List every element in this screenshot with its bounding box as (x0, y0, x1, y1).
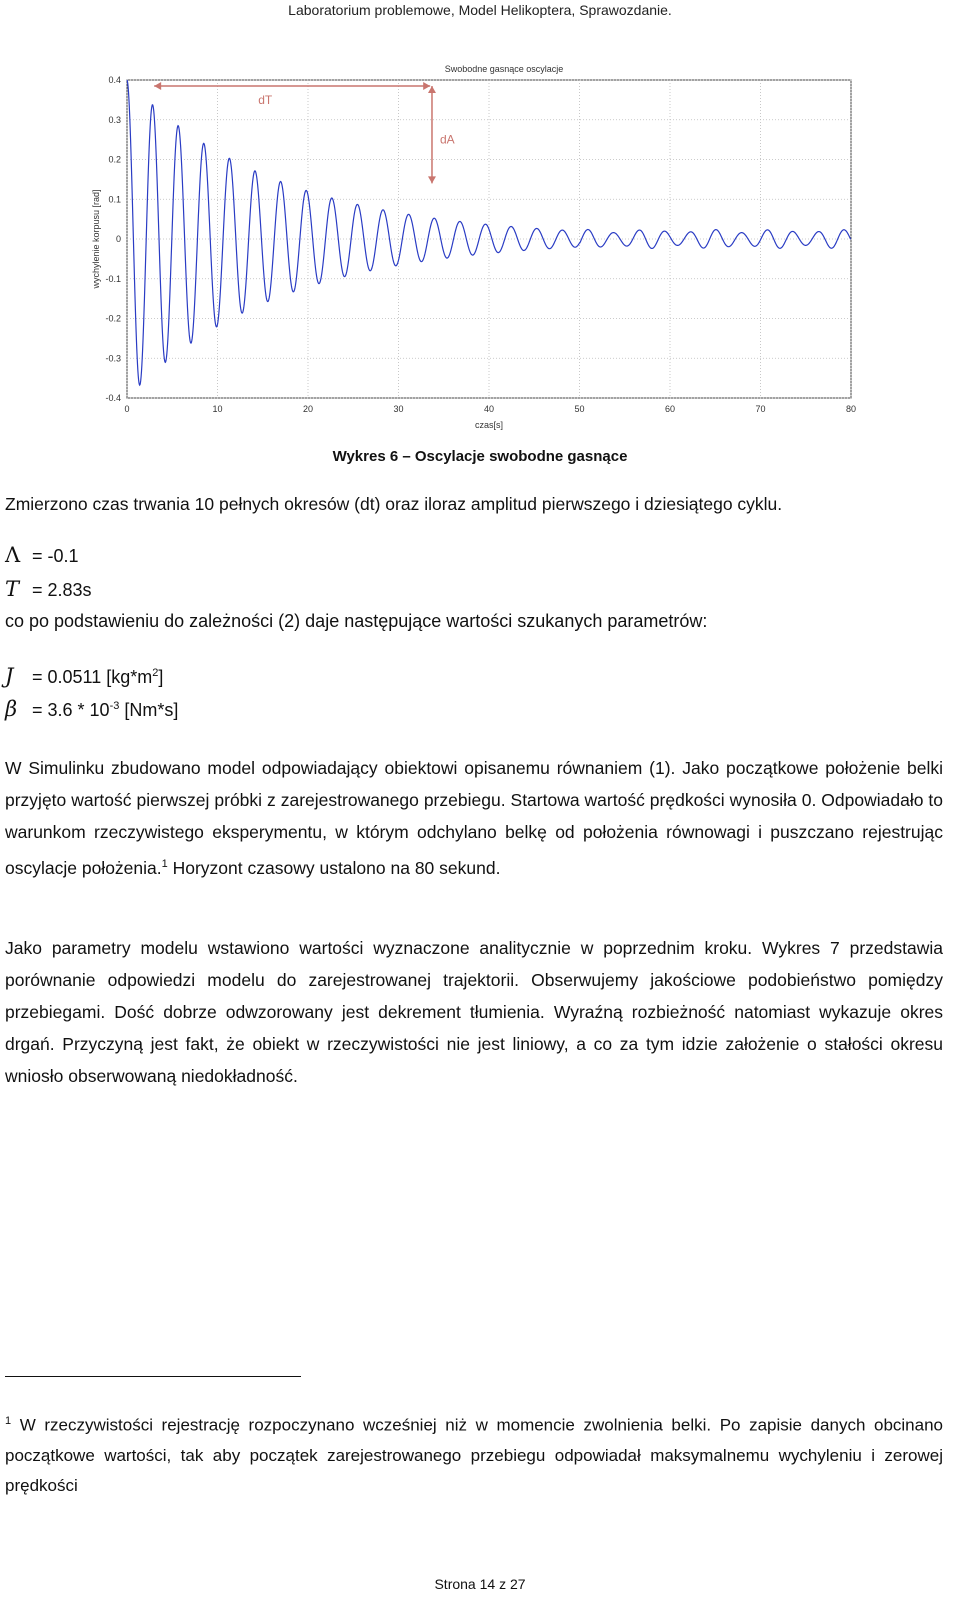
footnote-ref[interactable]: 1 (161, 858, 168, 870)
beta-exponent: -3 (109, 700, 120, 712)
x-tick-label: 30 (393, 404, 404, 414)
x-tick-label: 20 (302, 404, 314, 414)
inertia-value: = 0.0511 [kg*m (27, 667, 153, 687)
footnote (5, 1406, 943, 1501)
paragraph-simulink (5, 752, 943, 884)
page-footer: Strona 14 z 27 (434, 1576, 526, 1592)
lambda-symbol: Λ (5, 543, 21, 567)
page-header: Laboratorium problemowe, Model Helikoptera, Sprawozdanie. (288, 2, 672, 18)
inertia-line (5, 664, 163, 688)
x-tick-label: 40 (483, 404, 495, 414)
period-line (5, 577, 92, 601)
period-value: = 2.83s (27, 580, 92, 600)
x-tick-label: 70 (755, 404, 766, 414)
x-tick-label: 10 (212, 404, 223, 414)
figure-caption: Wykres 6 – Oscylacje swobodne gasnące (332, 448, 628, 465)
y-tick-label: 0.3 (108, 114, 121, 125)
beta-symbol: β (5, 697, 18, 721)
inertia-symbol: J (5, 664, 14, 688)
intro-text: Zmierzono czas trwania 10 pełnych okresów (dt) oraz iloraz amplitud pierwszego i dziesiątego cyklu. (5, 494, 783, 514)
beta-line (5, 697, 178, 721)
y-tick-label: 0 (115, 234, 121, 244)
y-tick-label: -0.4 (105, 393, 121, 403)
paragraph-simulink-text: W Simulinku zbudowano model odpowiadający obiektowi opisanemu równaniem (1). Jako początkowe położenie belki przyjęto wartość pierwszej próbki z zarejestrowanego przebiegu. Startowa wartość prędkości wynosiła 0. Odpowiadało to warunkom rzeczywistego eksperymentu, w którym odchylano belkę od położenia równowagi i puszczano rejestrując oscylacje położenia. (5, 758, 943, 878)
inertia-exponent: 2 (152, 667, 159, 679)
footnote-divider (5, 1376, 301, 1377)
beta-unit-tail: [Nm*s] (119, 700, 179, 720)
y-axis-label: wychylenie korpusu [rad] (91, 189, 101, 289)
inertia-unit-tail: ] (158, 667, 164, 687)
lambda-line (5, 543, 79, 567)
x-tick-label: 50 (574, 404, 585, 414)
da-annotation-label: dA (439, 132, 455, 147)
beta-value: = 3.6 * 10 (27, 700, 110, 720)
substitution-text: co po podstawieniu do zależności (2) daje następujące wartości szukanych parametrów: (5, 611, 708, 631)
lambda-value: = -0.1 (27, 546, 79, 566)
y-tick-label: -0.3 (105, 353, 121, 364)
y-tick-label: -0.2 (105, 313, 121, 324)
period-symbol: T (5, 577, 20, 601)
x-tick-label: 0 (124, 404, 130, 414)
oscillation-chart (85, 58, 875, 436)
dt-annotation-label: dT (258, 93, 273, 107)
y-tick-label: 0.1 (108, 194, 121, 205)
x-tick-label: 80 (845, 404, 857, 414)
footnote-text: W rzeczywistości rejestrację rozpoczynano wcześniej niż w momencie zwolnienia belki. Po zapisie danych obcinano początkowe wartości, tak aby początek zarejestrowanego przebiegu odpowiadał maksymalnemu wychyleniu i zerowej prędkości (5, 1415, 943, 1495)
y-tick-label: 0.4 (108, 75, 121, 85)
footnote-number: 1 (5, 1415, 12, 1427)
y-tick-label: 0.2 (108, 154, 121, 165)
y-tick-label: -0.1 (105, 273, 121, 284)
x-tick-label: 60 (664, 404, 676, 414)
chart-title: Swobodne gasnące oscylacje (444, 64, 564, 74)
chart-svg (85, 58, 875, 436)
paragraph-simulink-tail: Horyzont czasowy ustalono na 80 sekund. (167, 857, 501, 878)
paragraph-model-comparison: Jako parametry modelu wstawiono wartości wyznaczone analitycznie w poprzednim kroku. Wykres 7 przedstawia porównanie odpowiedzi modelu do zarejestrowanej trajektorii. Obserwujemy jakościowe podobieństwo pomiędzy przebiegami. Dość dobrze odwzorowany jest dekrement tłumienia. Wyraźną rozbieżność natomiast wykazuje okres drgań. Przyczyną jest fakt, że obiekt w rzeczywistości nie jest liniowy, a co za tym idzie założenie o stałości okresu wniosło obserwowaną niedokładność. (5, 938, 943, 1086)
x-axis-label: czas[s] (474, 420, 504, 430)
